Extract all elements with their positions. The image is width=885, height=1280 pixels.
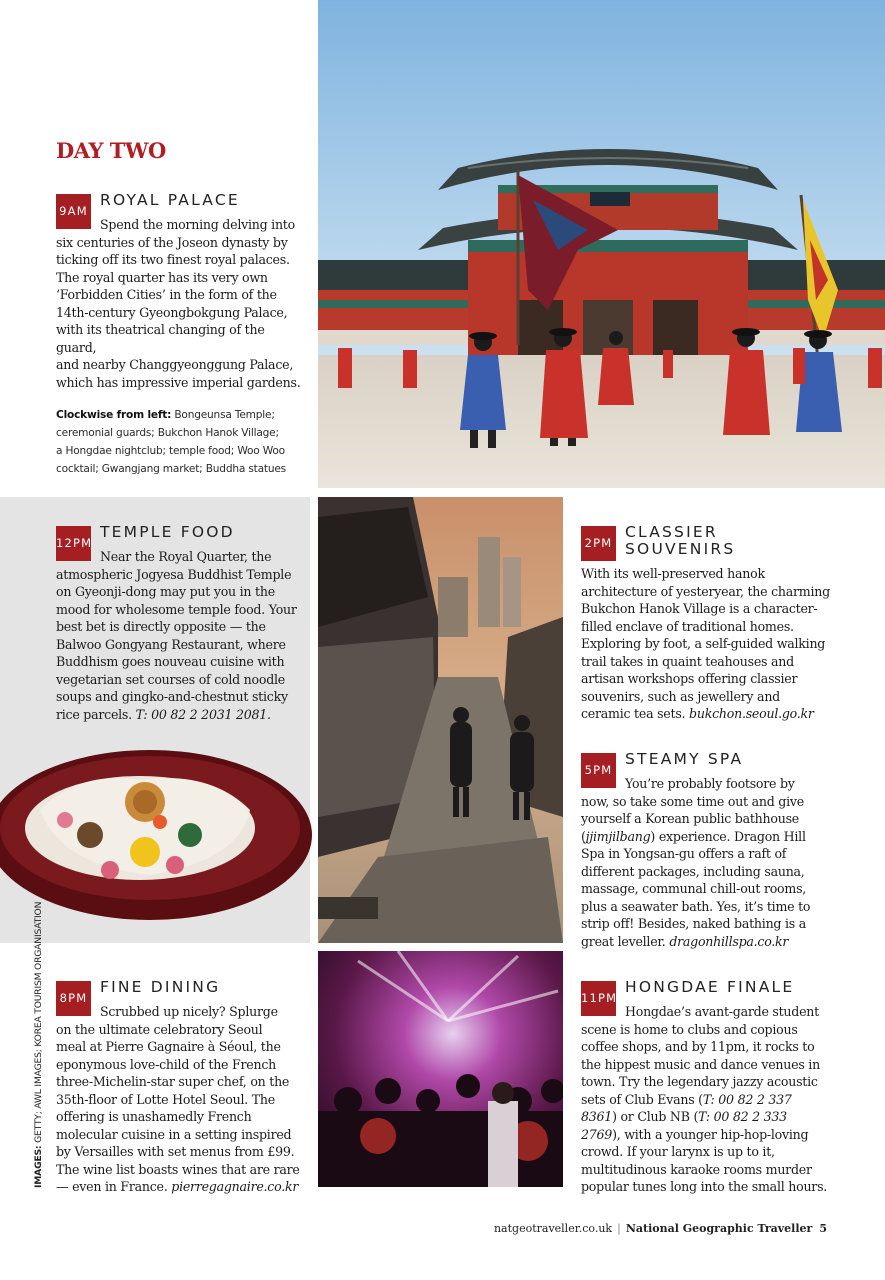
palace-guards-photo — [318, 0, 885, 488]
section-fine-dining — [56, 978, 306, 1196]
page-heading: DAY TWO — [56, 138, 166, 163]
page-footer — [494, 1222, 827, 1235]
section-title: CLASSIER SOUVENIRS — [625, 523, 736, 558]
section-body: You’re probably footsore by now, so take some time out and give yourself a Korean public bathhouse (jjimjilbang) experience. Dragon Hill Spa in Yongsan-gu offers a raft of different packages, including sauna, massage, communal chill-out rooms, plus a seawater bath. Yes, it’s time to strip off! Besides, naked bathing is a great leveller. dragonhillspa.co.kr — [581, 776, 811, 949]
hongdae-nightclub-photo — [318, 951, 563, 1187]
footer-brand: National Geographic Traveller — [625, 1222, 813, 1235]
photo-caption: Clockwise from left: Bongeunsa Temple; ceremonial guards; Bukchon Hanok Village; a Hongdae nightclub; temple food; Woo Woo cocktail; Gwangjang market; Buddha statues — [56, 409, 286, 475]
image-credit: IMAGES: GETTY; AWL IMAGES; KOREA TOURISM ORGANISATION — [33, 901, 44, 1188]
hanok-village-photo — [318, 497, 563, 943]
page-number: 5 — [819, 1222, 827, 1235]
time-badge: 8PM — [56, 981, 91, 1016]
section-title: FINE DINING — [100, 978, 221, 996]
section-body: With its well-preserved hanok architecture of yesteryear, the charming Bukchon Hanok Village is a character- filled enclave of traditional homes. Exploring by foot, a self-guided walking trail takes in quaint teahouses and artisan workshops offering classier souvenirs, such as jewellery and ceramic tea sets. bukchon.seoul.go.kr — [581, 566, 830, 721]
section-body: Hongdae’s avant-garde student scene is home to clubs and copious coffee shops, and by 11pm, it rocks to the hippest music and dance venues in town. Try the legendary jazzy acoustic sets of Club Evans (T: 00 82 2 337 8361) or Club NB (T: 00 82 2 333 2769), with a younger hip-hop-loving crowd. If your larynx is up to it, multitudinous karaoke rooms murder popular tunes long into the small hours. — [581, 1004, 828, 1194]
section-hongdae-finale — [581, 978, 831, 1196]
section-title: TEMPLE FOOD — [100, 523, 235, 541]
time-badge: 5PM — [581, 753, 616, 788]
time-badge: 11PM — [581, 981, 616, 1016]
temple-food-photo — [0, 740, 312, 925]
section-body: Scrubbed up nicely? Splurge on the ultimate celebratory Seoul meal at Pierre Gagnaire à Séoul, the eponymous love-child of the French three-Michelin-star super chef, on the 35th-floor of Lotte Hotel Seoul. The offering is unashamedly French molecular cuisine in a setting inspired by Versailles with set menus from £99. The wine list boasts wines that are rare — even in France. pierregagnaire.co.kr — [56, 1004, 300, 1194]
section-body: Spend the morning delving into six centuries of the Joseon dynasty by ticking off its two finest royal palaces. The royal quarter has its very own ‘Forbidden Cities’ in the form of the 14th-century Gyeongbokgung Palace, with its theatrical changing of the guard, and nearby Changgyeonggung Palace, which has impressive imperial gardens. — [56, 217, 301, 390]
section-body: Near the Royal Quarter, the atmospheric Jogyesa Buddhist Temple on Gyeonji-dong may put you in the mood for wholesome temple food. Your best bet is directly opposite — the Balwoo Gongyang Restaurant, where Buddhism goes nouveau cuisine with vegetarian set courses of cold noodle soups and gingko-and-chestnut sticky rice parcels. T: 00 82 2 2031 2081. — [56, 549, 297, 722]
section-steamy-spa — [581, 750, 831, 950]
time-badge: 12PM — [56, 526, 91, 561]
time-badge: 2PM — [581, 526, 616, 561]
section-title: STEAMY SPA — [625, 750, 744, 768]
section-title: HONGDAE FINALE — [625, 978, 795, 996]
section-title: ROYAL PALACE — [100, 191, 240, 209]
footer-site: natgeotraveller.co.uk — [493, 1222, 613, 1235]
footer-separator: | — [617, 1222, 621, 1235]
section-classier-souvenirs — [581, 523, 831, 723]
section-royal-palace — [56, 191, 306, 391]
section-temple-food — [56, 523, 306, 723]
time-badge: 9AM — [56, 194, 91, 229]
